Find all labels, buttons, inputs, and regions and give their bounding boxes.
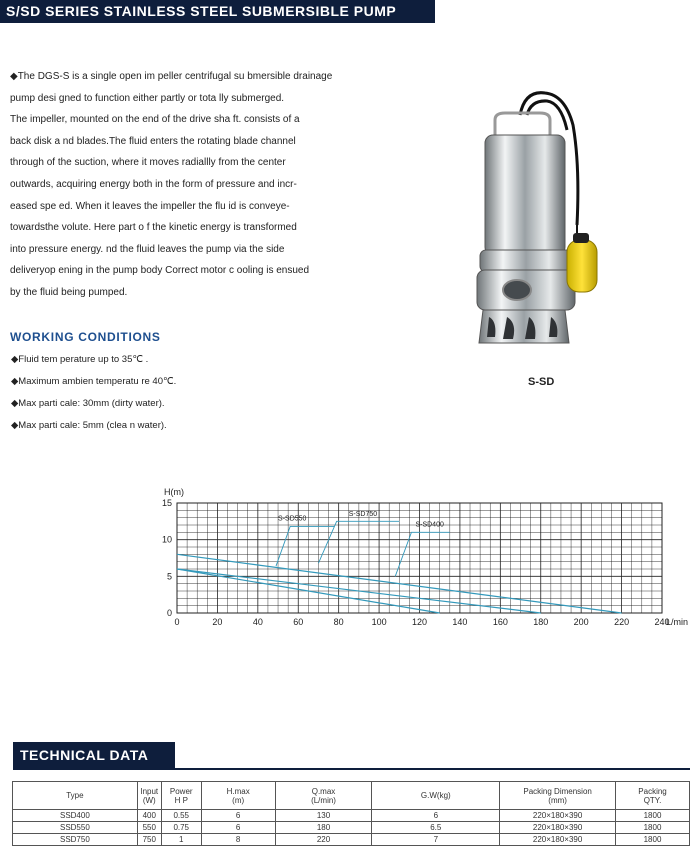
table-cell: 0.55 [161, 810, 201, 822]
column-header: Type [13, 782, 138, 810]
x-axis-label: L/min [666, 617, 689, 627]
condition-item: ◆Fluid tem perature up to 35℃ . [11, 354, 149, 365]
product-label: S-SD [528, 376, 555, 388]
column-header: Packing Dimension (mm) [500, 782, 616, 810]
intro-paragraph [10, 66, 355, 304]
table-cell: 220 [275, 834, 372, 846]
table-cell: 220×180×390 [500, 822, 616, 834]
table-cell: 1800 [616, 822, 690, 834]
column-header: G.W(kg) [372, 782, 500, 810]
table-cell: 0.75 [161, 822, 201, 834]
technical-data-banner [13, 742, 175, 768]
header-banner [0, 0, 435, 23]
y-tick-label: 0 [166, 608, 172, 618]
table-cell: 550 [137, 822, 161, 834]
x-tick-label: 220 [614, 617, 630, 627]
table-cell: 180 [275, 822, 372, 834]
intro-line: through of the suction, where it moves radiallly from the center [10, 157, 286, 169]
table-cell: 8 [201, 834, 275, 846]
intro-line: into pressure energy. nd the fluid leaves the pump via the side [10, 243, 285, 255]
x-tick-label: 20 [212, 617, 223, 627]
x-tick-label: 140 [452, 617, 468, 627]
x-tick-label: 120 [411, 617, 428, 627]
x-tick-label: 240 [654, 617, 670, 627]
table-cell: 6 [201, 822, 275, 834]
table-cell: 6 [372, 810, 500, 822]
intro-line: by the fluid being pumped. [10, 286, 128, 298]
condition-item: ◆Maximum ambien temperatu re 40℃. [11, 376, 177, 387]
table-cell: 400 [137, 810, 161, 822]
series-label: S-SD550 [278, 515, 307, 523]
y-tick-label: 15 [161, 498, 172, 508]
divider [13, 768, 690, 770]
x-tick-label: 200 [573, 617, 589, 627]
x-tick-label: 80 [333, 617, 344, 627]
technical-data-heading: TECHNICAL DATA [20, 747, 149, 763]
table-cell: 220×180×390 [500, 834, 616, 846]
y-tick-label: 5 [166, 571, 172, 582]
column-header: Q.max (L/min) [275, 782, 372, 810]
condition-item: ◆Max parti cale: 5mm (clea n water). [11, 420, 167, 431]
column-header: Packing QTY. [616, 782, 690, 810]
intro-line: pump desi gned to function either partly or tota lly submerged. [10, 92, 285, 104]
table-cell: 6 [201, 810, 275, 822]
table-cell: SSD550 [13, 822, 138, 834]
table-cell: 6.5 [372, 822, 500, 834]
column-header: H.max (m) [201, 782, 275, 810]
condition-item: ◆Max parti cale: 30mm (dirty water). [11, 398, 165, 409]
table-cell: 1800 [616, 834, 690, 846]
x-tick-label: 160 [492, 617, 508, 627]
table-header-row [13, 782, 690, 810]
intro-line: ◆The DGS-S is a single open im peller centrifugal su bmersible drainage [10, 71, 333, 82]
x-tick-label: 0 [174, 617, 180, 627]
intro-line: back disk a nd blades.The fluid enters the rotating blade channel [10, 135, 296, 147]
column-header: Input (W) [137, 782, 161, 810]
table-cell: 7 [372, 834, 500, 846]
series-label: S-SD750 [348, 511, 378, 519]
table-cell: 1800 [616, 810, 690, 822]
working-conditions-list [11, 349, 176, 437]
intro-line: deliveryop ening in the pump body Correct motor c ooling is ensued [10, 265, 310, 277]
x-tick-label: 60 [293, 617, 304, 627]
table-cell: SSD400 [13, 810, 138, 822]
intro-line: The impeller, mounted on the end of the drive sha ft. consists of a [10, 114, 300, 126]
x-tick-label: 40 [252, 617, 263, 627]
intro-line: towardsthe volute. Here part o f the kinetic energy is transformed [10, 222, 297, 234]
technical-data-table [12, 781, 690, 846]
working-conditions-heading: WORKING CONDITIONS [10, 330, 161, 344]
intro-line: eased spe ed. When it leaves the impeller the flu id is conveye- [10, 200, 290, 212]
page-title: S/SD SERIES STAINLESS STEEL SUBMERSIBLE PUMP [6, 3, 397, 19]
y-axis-label: H(m) [164, 487, 184, 497]
y-tick-label: 10 [161, 534, 172, 545]
table-cell: 130 [275, 810, 372, 822]
table-cell: 220×180×390 [500, 810, 616, 822]
series-label: S-SD400 [415, 521, 444, 529]
table-row [13, 834, 690, 846]
column-header: Power H P [161, 782, 201, 810]
performance-chart [150, 482, 690, 632]
table-cell: 1 [161, 834, 201, 846]
table-row [13, 822, 690, 834]
table-cell: SSD750 [13, 834, 138, 846]
x-tick-label: 180 [533, 617, 549, 627]
intro-line: outwards, acquiring energy both in the form of pressure and incr- [10, 178, 297, 190]
pump-photo [465, 85, 625, 355]
table-row [13, 810, 690, 822]
table-cell: 750 [137, 834, 161, 846]
x-tick-label: 100 [371, 617, 387, 627]
